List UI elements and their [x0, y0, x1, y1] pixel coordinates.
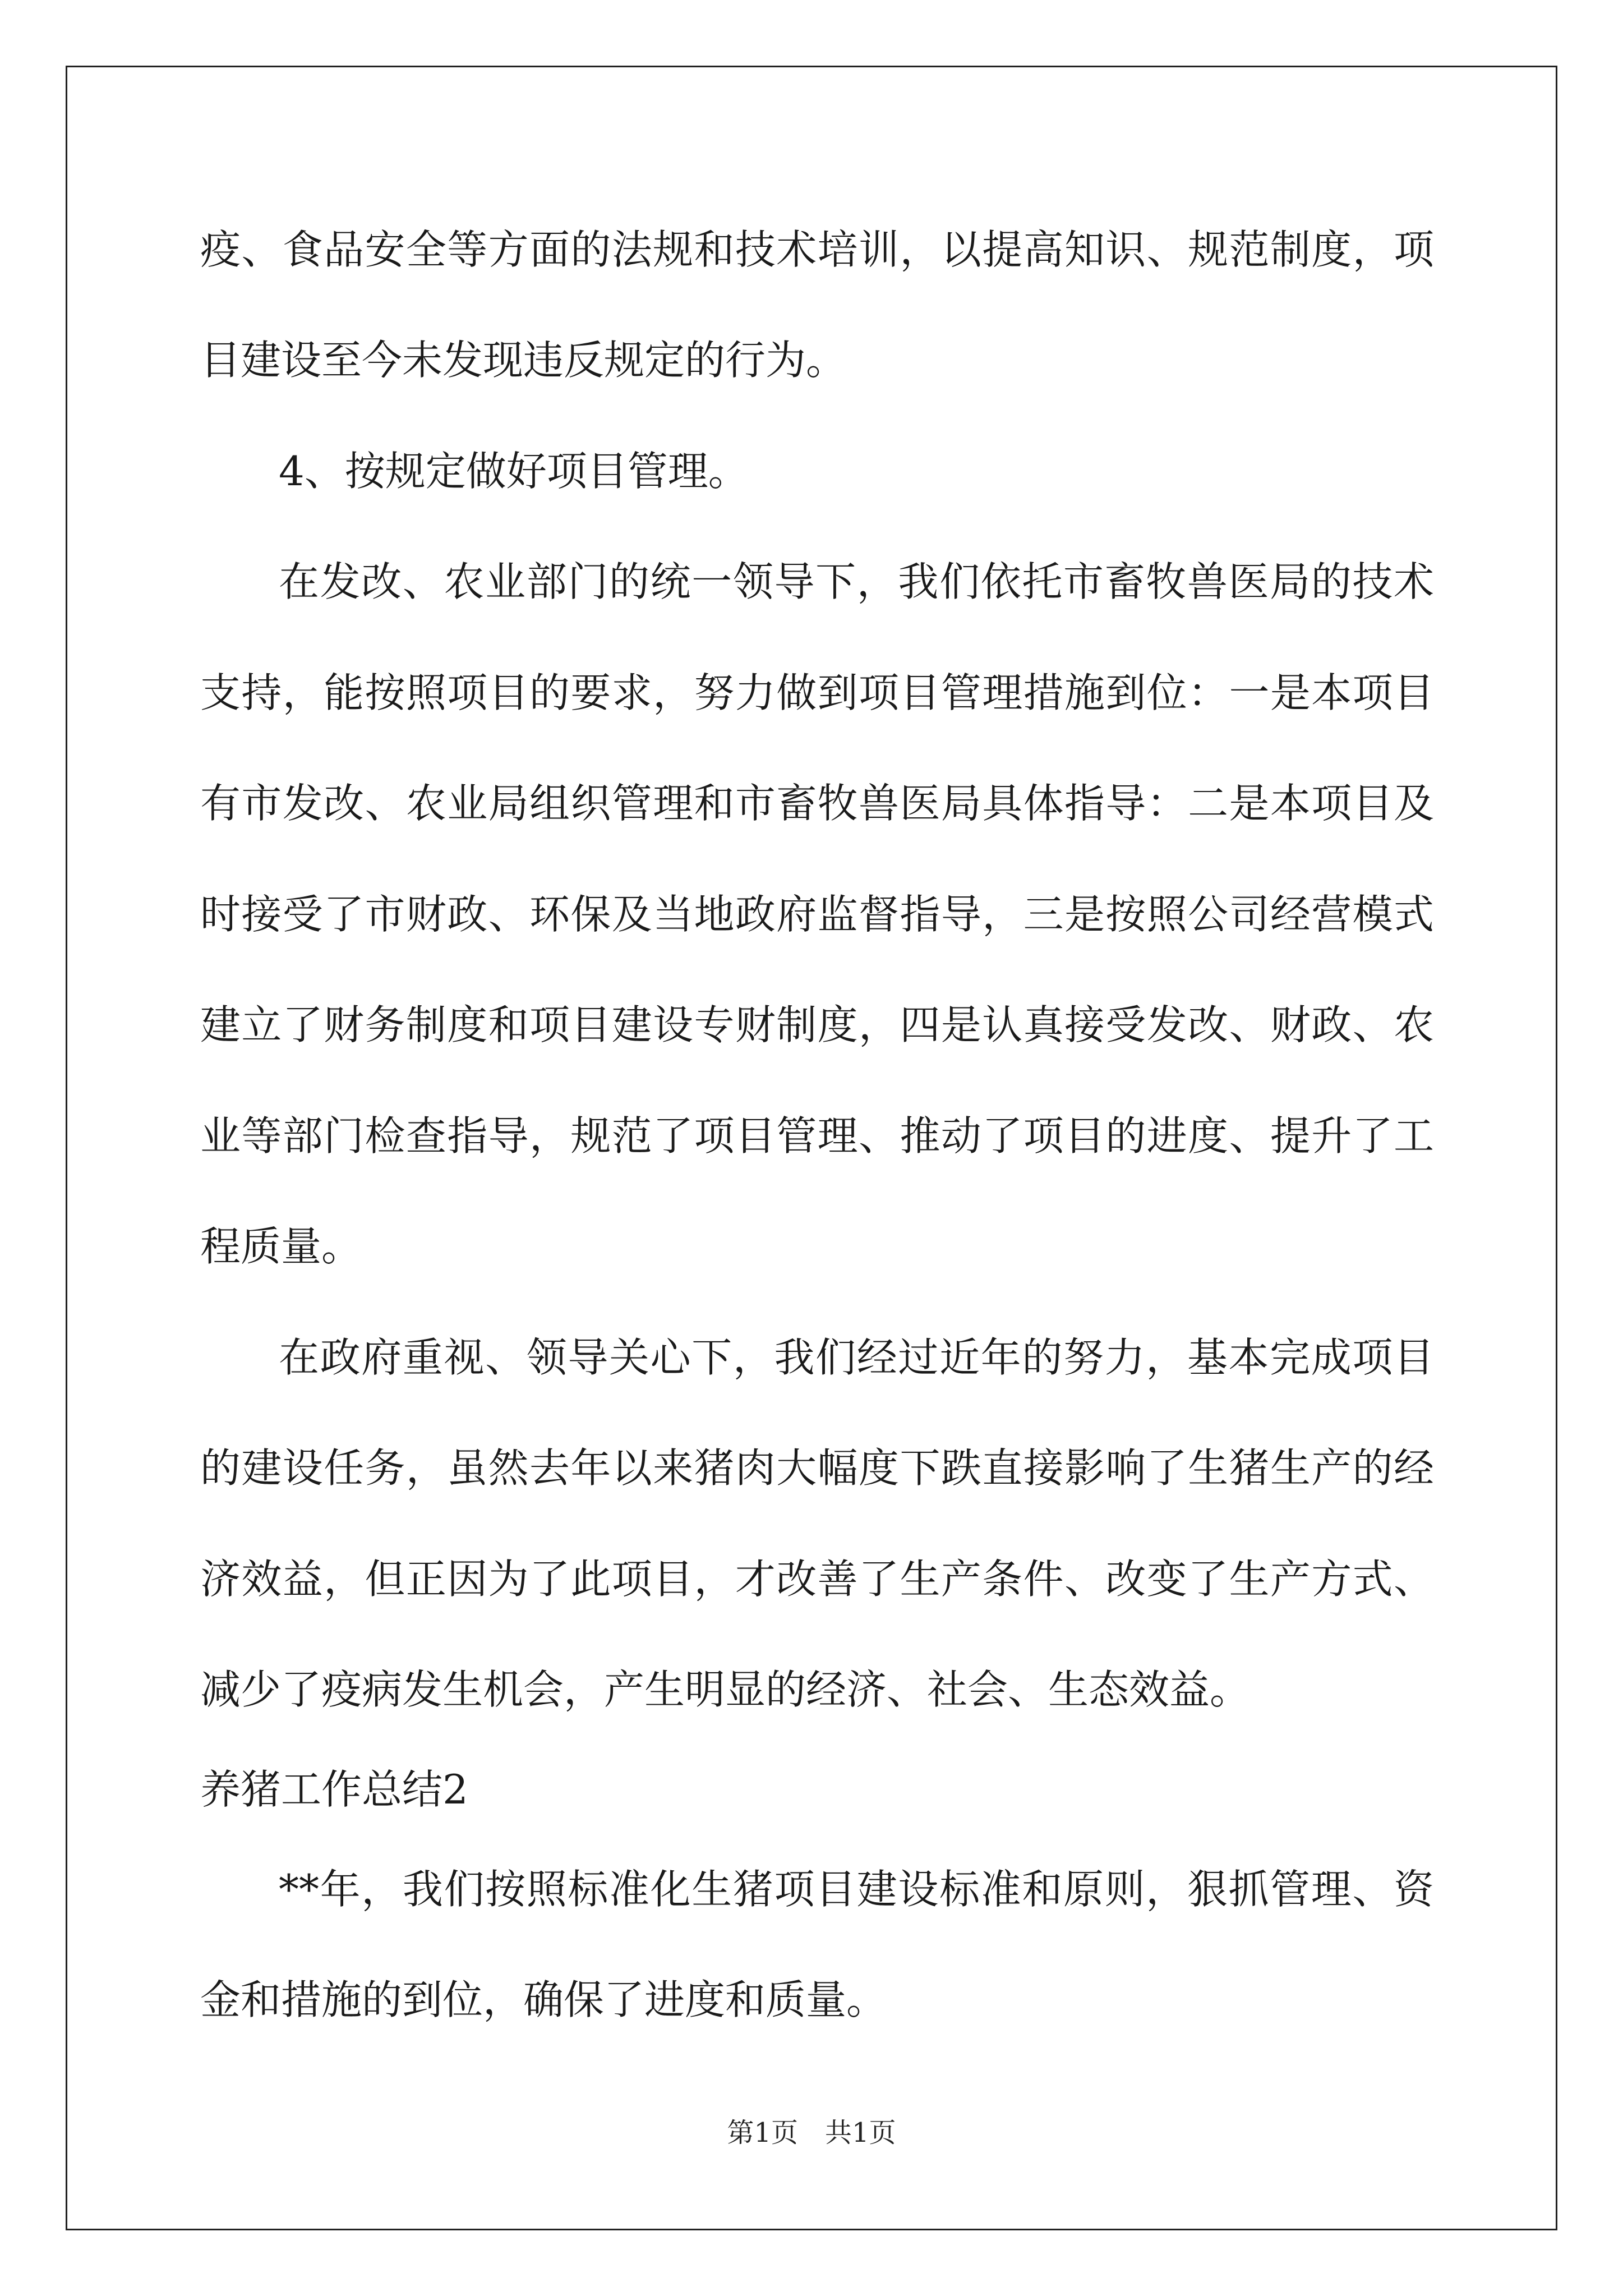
section-item-4: 4、按规定做好项目管理。 — [279, 448, 749, 495]
paragraph-line: 在发改、农业部门的统一领导下，我们依托市畜牧兽医局的技术 — [279, 558, 1434, 605]
paragraph-line: 金和措施的到位，确保了进度和质量。 — [200, 1976, 887, 2023]
paragraph-line: 济效益，但正因为了此项目，才改善了生产条件、改变了生产方式、 — [200, 1556, 1434, 1603]
paragraph-line: 业等部门检查指导，规范了项目管理、推动了项目的进度、提升了工 — [200, 1112, 1434, 1159]
paragraph-line: 建立了财务制度和项目建设专财制度，四是认真接受发改、财政、农 — [200, 1001, 1434, 1048]
paragraph-line: 在政府重视、领导关心下，我们经过近年的努力，基本完成项目 — [279, 1334, 1434, 1381]
paragraph-line: 目建设至今未发现违反规定的行为。 — [200, 337, 847, 384]
paragraph-line: 程质量。 — [200, 1223, 362, 1270]
paragraph-line: 的建设任务，虽然去年以来猪肉大幅度下跌直接影响了生猪生产的经 — [200, 1444, 1434, 1492]
paragraph-line: 疫、食品安全等方面的法规和技术培训，以提高知识、规范制度，项 — [200, 226, 1434, 273]
paragraph-line: 减少了疫病发生机会，产生明显的经济、社会、生态效益。 — [200, 1666, 1251, 1713]
paragraph-line: **年，我们按照标准化生猪项目建设标准和原则，狠抓管理、资 — [279, 1866, 1434, 1913]
paragraph-line: 时接受了市财政、环保及当地政府监督指导，三是按照公司经营模式 — [200, 891, 1434, 938]
paragraph-line: 支持，能按照项目的要求，努力做到项目管理措施到位：一是本项目 — [200, 669, 1434, 716]
paragraph-line: 有市发改、农业局组织管理和市畜牧兽医局具体指导：二是本项目及 — [200, 780, 1434, 827]
page-number-footer: 第1页 共1页 — [727, 2117, 896, 2148]
section-heading: 养猪工作总结2 — [200, 1766, 468, 1813]
